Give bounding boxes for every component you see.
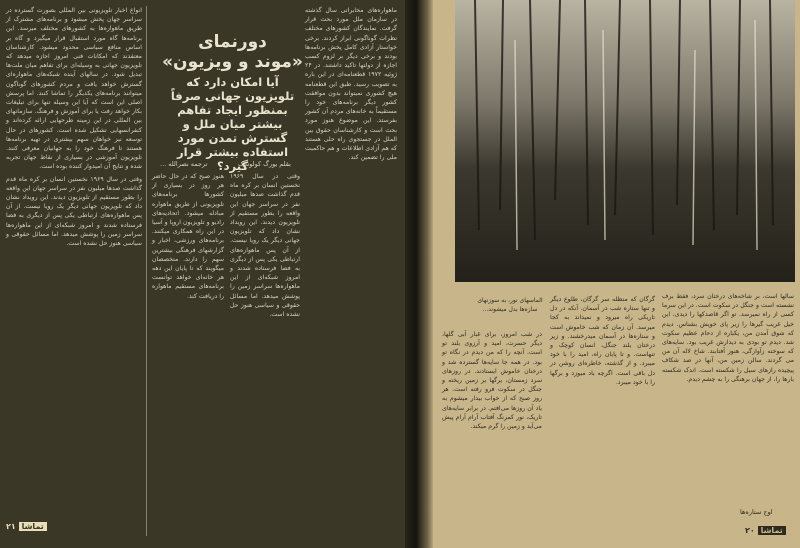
- author-credit: بقلم یورگ کولوسک: [238, 160, 291, 168]
- title-line-1: دورنمای: [198, 32, 267, 52]
- column-text: انواع اخبار تلویزیونی بین المللی بصورت گسترده در سراسر جهان پخش میشود و برنامه‌های مشترک از طریق ماهواره‌ها به کشورهای مختلف میرسد. این برنامه‌ها گاه مورد استقبال قرار میگیرد و گاه بر اساس منافع سیاسی محدود میشود. کارشناسان معتقدند که امکانات فنی امروز اجازه میدهد که تلویزیون جهانی به وسیله‌ای برای تفاهم میان ملت‌ها تبدیل شود. در سالهای آینده شبکه‌های ماهواره‌ای گسترش خواهد یافت و مردم کشورهای گوناگون میتوانند برنامه‌های یکدیگر را تماشا کنند. اما پرسش اصلی این است که آیا این وسیله تنها برای تبلیغات بکار خواهد رفت یا برای آموزش و فرهنگ. سازمانهای بین المللی در این زمینه طرحهایی ارائه کرده‌اند و کنفرانسهایی تشکیل شده است. کشورهای در حال توسعه نیز خواهان سهم بیشتری در تهیه برنامه‌ها هستند تا فرهنگ خود را به جهانیان معرفی کنند. تلویزیون آموزشی در بسیاری از نقاط جهان تجربه شده و نتایج آن امیدوار کننده بوده است.: [6, 7, 142, 171]
- column-text: وقتی در سال ۱۹۶۹ نخستین انسان بر کره ماه قدم گذاشت صدها میلیون نفر در سراسر جهان این واقعه را بطور مستقیم از تلویزیون دیدند. این رویداد نشان داد که تلویزیون جهانی دیگر یک رویا نیست. از آن پس ماهواره‌های ارتباطی یکی پس از دیگری به فضا فرستاده شدند و امروز شبکه‌ای از این ماهواره‌ها سراسر زمین را پوشش میدهد. اما مسائل حقوقی و سیاسی هنوز حل نشده است.: [6, 175, 142, 248]
- column-divider: [146, 6, 147, 536]
- article-column-2: [152, 172, 224, 304]
- poem-column-1: [442, 330, 542, 434]
- poem-signature: اوج ستاره‌ها: [740, 508, 773, 516]
- article-column-1: [6, 6, 142, 251]
- photo-caption: الماسهای نور، به سوزنهای سازه‌ها بدل میشوند...: [477, 297, 543, 313]
- title-line-2: «موند و ویزیون»: [162, 52, 303, 72]
- column-text: سالها است، بر شاخه‌های درختان سرد، فقط برف نشسته است و جنگل در سکوت است. در این سرما کسی از راه نمیرسد. تو اگر قاصدکها را دیدی، این خیل غریب گیرها را زیر پای خویش بشناس. دیدم که شوق آمدن من، یکباره از دحام عظیم سکوت شد. دیدم تو بودی به دیدارش غریب بود. سایه‌های که سوخته زآوارگی، هنوز آفتابند. شاخ لاله آن من می گردند. سالن زمین من، آنها در صد شکاف پیچیده رازهای سیل را شکسته است. اندک شکسته بارها را، از جهان برهنگی را به چشم دیدم.: [662, 293, 794, 383]
- column-text: در شب امروز، برای غبار آبی گلها، دیگر حسرت، امید و آرزوی بلند تو است. آنچه را که من دیدم در نگاه تو بود. در همه جا سایه‌ها گسترده شد و درختان خاموش ایستادند. در روزهای سرد زمستان، برگها بر زمین ریخته و جنگل در سکوت فرو رفته است. هر روز صبح که از خواب بیدار میشوم به یاد آن روزها می‌افتم. در برابر سایه‌های تاریک، نور کمرنگ آفتاب آرام آرام پیش می‌آید و زمین را گرم میکند.: [442, 331, 542, 431]
- translator-credit: ترجمه نصرالله ...: [160, 160, 208, 168]
- article-column-3: [230, 172, 300, 322]
- article-subtitle: آیا امکان دارد که تلویزیون جهانی صرفاً بمنظور ایجاد تفاهم بیشتر میان ملل و گسترش تمدن مورد استفاده بیشتر قرار گیرد؟: [170, 75, 295, 173]
- left-footer: [6, 522, 47, 531]
- page-number: ۲۱: [6, 522, 16, 531]
- column-text: وقتی در سال ۱۹۶۹ نخستین انسان بر کره ماه قدم گذاشت صدها میلیون نفر در سراسر جهان این واقعه را بطور مستقیم از تلویزیون دیدند. این رویداد نشان داد که تلویزیون جهانی دیگر یک رویا نیست. از آن پس ماهواره‌های ارتباطی یکی پس از دیگری به فضا فرستاده شدند و امروز شبکه‌ای از این ماهواره‌ها سراسر زمین را پوشش میدهد. اما مسائل حقوقی و سیاسی هنوز حل نشده است.: [230, 173, 300, 319]
- tree-trunks-image: [455, 0, 795, 282]
- page-number: ۲۰: [745, 526, 755, 535]
- column-text: هنوز صبح که در حال حاضر هر روز در بسیاری از کشورها برنامه‌های تلویزیونی از طریق ماهواره مبادله میشود. اتحادیه‌های رادیو و تلویزیون اروپا و آسیا در این راه همکاری میکنند. برنامه‌های ورزشی، اخبار و گزارشهای فرهنگی بیشترین سهم را دارند. متخصصان میگویند که تا پایان این دهه هر خانه‌ای خواهد توانست برنامه‌های مستقیم ماهواره را دریافت کند.: [152, 173, 224, 300]
- article-title: [160, 32, 305, 173]
- column-text: ماهواره‌های مخابراتی سال گذشته در سازمان ملل مورد بحث قرار گرفت. نمایندگان کشورهای مختلف نظرات گوناگونی ابراز کردند. برخی خواستار آزادی کامل پخش برنامه‌ها بودند و برخی دیگر بر لزوم کسب اجازه از دولتها تاکید داشتند. در ۲۴ ژوئیه ۱۹۷۲ قطعنامه‌ای در این باره به تصویب رسید. طبق این قطعنامه هیچ کشوری نمیتواند بدون موافقت کشور دیگر برنامه‌های خود را مستقیماً به خانه‌های مردم آن کشور بفرستد. این موضوع هنوز مورد بحث است و کارشناسان حقوق بین الملل در جستجوی راه حلی هستند که هم آزادی اطلاعات و هم حاکمیت ملی را تضمین کند.: [305, 7, 397, 162]
- right-footer: [745, 526, 786, 535]
- magazine-logo: تماشا: [19, 522, 47, 531]
- column-text: گرگان که منظله سر گرگان، طلوع دیگر و تنها ستاره شب در آسمان. آنکه در دل تاریکی راه میرود و نمیداند به کجا میرسد. آن زمان که شب خاموش است و ستاره‌ها در آسمان میدرخشند. و زیر درختان بلند جنگل، انسان کوچک و تنهاست. و تا پایان راه، امید را با خود میبرد. و از گذشته، خاطره‌ای روشن در دل باقی است. اگرچه باد میوزد و برگها را با خود میبرد.: [550, 296, 655, 386]
- poem-column-2: [550, 295, 655, 390]
- article-column-4: [305, 6, 397, 165]
- poem-column-3: [662, 292, 794, 387]
- magazine-logo: تماشا: [758, 526, 786, 535]
- forest-photo: [455, 0, 795, 282]
- page-gutter: [405, 0, 433, 548]
